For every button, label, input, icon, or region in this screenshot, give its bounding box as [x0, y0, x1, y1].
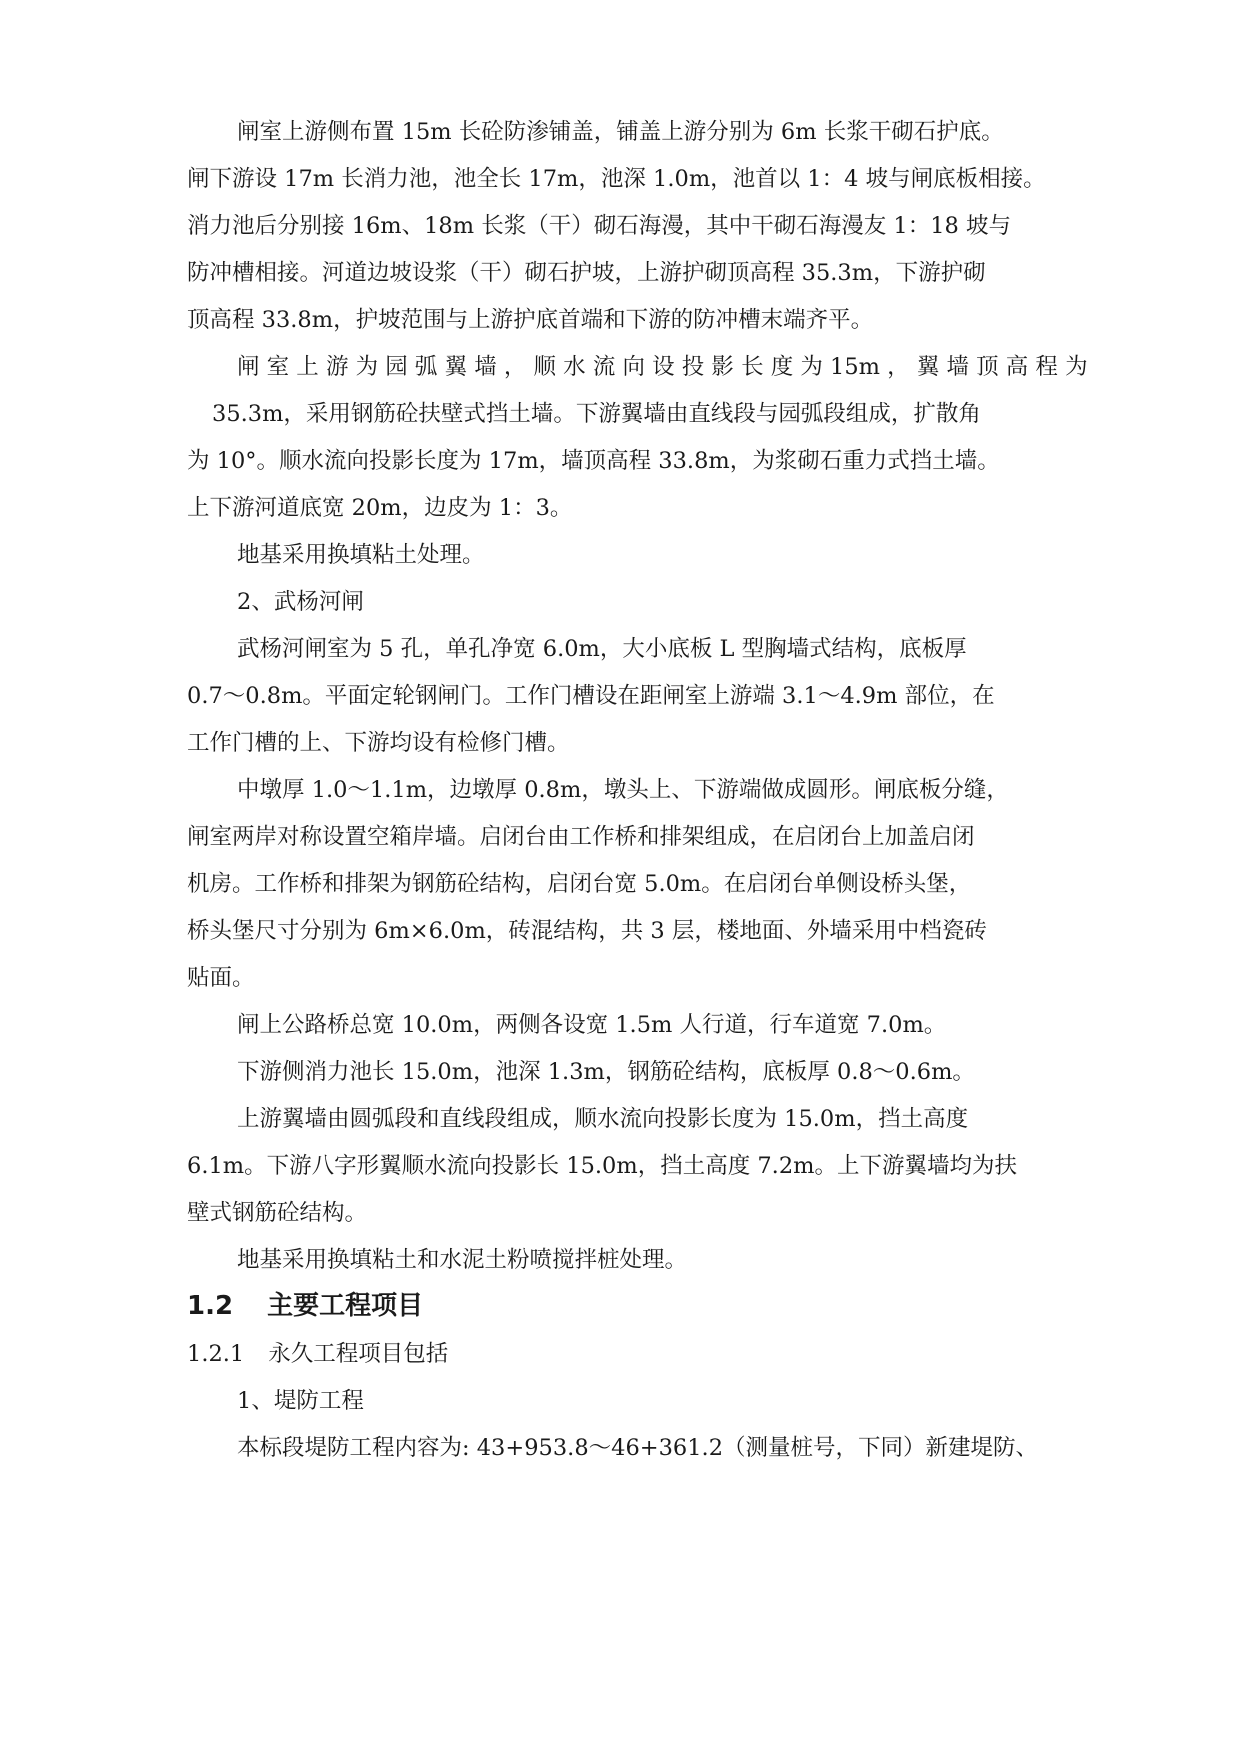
paragraph-line: 本标段堤防工程内容为: 43+953.8～46+361.2（测量桩号，下同）新建堤防、 — [237, 1435, 1039, 1461]
subsection-heading — [187, 1339, 448, 1369]
paragraph-line: 闸下游设 17m 长消力池，池全长 17m，池深 1.0m，池首以 1：4 坡与闸底板相接。 — [187, 166, 1046, 192]
paragraph-line: 下游侧消力池长 15.0m，池深 1.3m，钢筋砼结构，底板厚 0.8～0.6m。 — [237, 1059, 975, 1085]
paragraph-line: 贴面。 — [187, 965, 255, 991]
subsection-number: 1.2.1 — [187, 1341, 245, 1367]
paragraph-line: 机房。工作桥和排架为钢筋砼结构，启闭台宽 5.0m。在启闭台单侧设桥头堡， — [187, 871, 972, 897]
section-number: 1.2 — [187, 1291, 234, 1321]
paragraph-line: 35.3m，采用钢筋砼扶壁式挡土墙。下游翼墙由直线段与园弧段组成，扩散角 — [212, 401, 981, 427]
paragraph-line: 上游翼墙由圆弧段和直线段组成，顺水流向投影长度为 15.0m，挡土高度 — [237, 1106, 969, 1132]
paragraph-line: 地基采用换填粘土和水泥土粉喷搅拌桩处理。 — [237, 1247, 688, 1273]
paragraph-line: 武杨河闸室为 5 孔，单孔净宽 6.0m，大小底板 L 型胸墙式结构，底板厚 — [237, 636, 967, 662]
paragraph-line: 防冲槽相接。河道边坡设浆（干）砌石护坡，上游护砌顶高程 35.3m，下游护砌 — [187, 260, 986, 286]
paragraph-line: 桥头堡尺寸分别为 6m×6.0m，砖混结构，共 3 层，楼地面、外墙采用中档瓷砖 — [187, 918, 987, 944]
paragraph-line: 闸室上游侧布置 15m 长砼防渗铺盖，铺盖上游分别为 6m 长浆干砌石护底。 — [237, 119, 1004, 145]
paragraph-line: 0.7～0.8m。平面定轮钢闸门。工作门槽设在距闸室上游端 3.1～4.9m 部位，在 — [187, 683, 995, 709]
list-item-heading: 1、堤防工程 — [237, 1388, 364, 1414]
subsection-title: 永久工程项目包括 — [268, 1341, 449, 1367]
paragraph-line: 闸上公路桥总宽 10.0m，两侧各设宽 1.5m 人行道，行车道宽 7.0m。 — [237, 1012, 947, 1038]
list-item-heading: 2、武杨河闸 — [237, 589, 364, 615]
paragraph-line: 6.1m。下游八字形翼顺水流向投影长 15.0m，挡土高度 7.2m。上下游翼墙均为扶 — [187, 1153, 1017, 1179]
paragraph-line: 工作门槽的上、下游均设有检修门槽。 — [187, 730, 570, 756]
paragraph-line: 为 10°。顺水流向投影长度为 17m，墙顶高程 33.8m，为浆砌石重力式挡土墙。 — [187, 448, 1000, 474]
paragraph-line: 闸 室 上 游 为 园 弧 翼 墙 ， 顺 水 流 向 设 投 影 长 度 为 15m ， 翼 墙 顶 高 程 为 — [237, 354, 1088, 380]
paragraph-line: 上下游河道底宽 20m，边皮为 1：3。 — [187, 495, 573, 521]
paragraph-line: 中墩厚 1.0～1.1m，边墩厚 0.8m，墩头上、下游端做成圆形。闸底板分缝， — [237, 777, 1009, 803]
paragraph-line: 闸室两岸对称设置空箱岸墙。启闭台由工作桥和排架组成，在启闭台上加盖启闭 — [187, 824, 975, 850]
section-title: 主要工程项目 — [267, 1291, 424, 1321]
paragraph-line: 壁式钢筋砼结构。 — [187, 1200, 368, 1226]
paragraph-line: 消力池后分别接 16m、18m 长浆（干）砌石海漫，其中干砌石海漫友 1：18 坡与 — [187, 213, 1011, 239]
paragraph-line: 地基采用换填粘土处理。 — [237, 542, 485, 568]
section-heading — [187, 1290, 423, 1322]
paragraph-line: 顶高程 33.8m，护坡范围与上游护底首端和下游的防冲槽末端齐平。 — [187, 307, 874, 333]
